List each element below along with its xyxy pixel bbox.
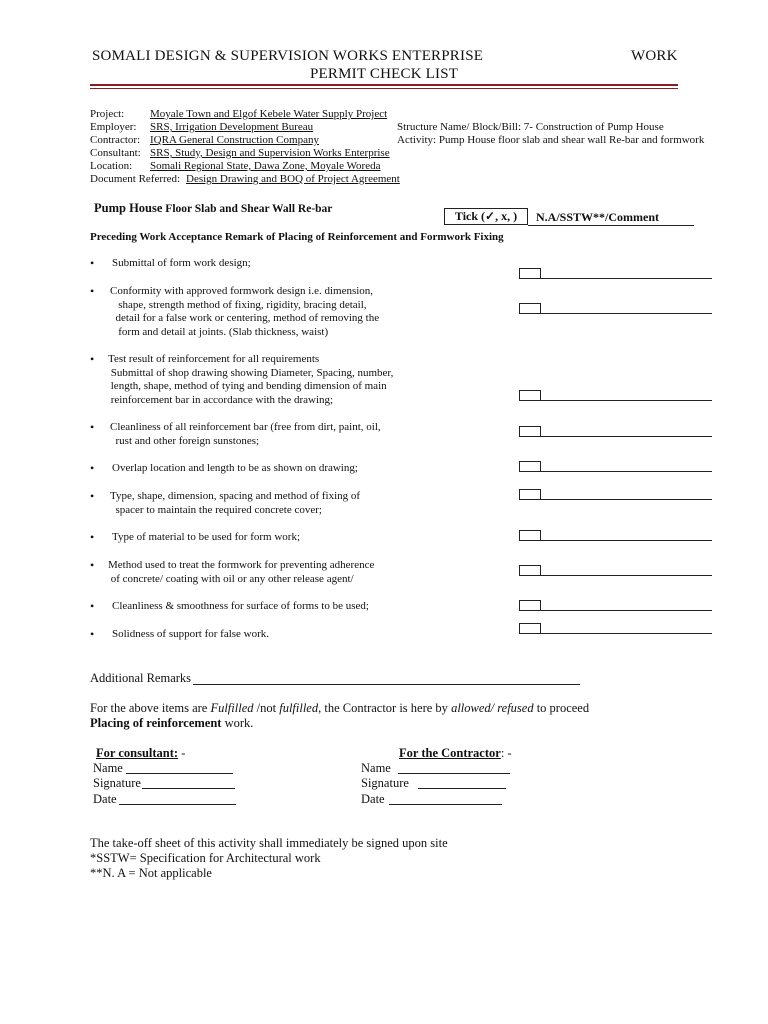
fulfilment-statement: For the above items are Fulfilled /not fulfilled, the Contractor is here by allowed/ refused to proceed (90, 701, 590, 715)
checklist-item-formwork-design: Submittal of form work design; (112, 257, 251, 269)
consultant-name-label: Name (93, 761, 123, 775)
bullet: • (90, 461, 95, 475)
tick-box[interactable] (519, 461, 541, 472)
location-label: Location: (90, 160, 133, 172)
contractor-signature-label: Signature (361, 776, 409, 790)
comment-line[interactable] (541, 610, 712, 611)
contractor-signature-field[interactable] (418, 788, 506, 789)
tick-box[interactable] (519, 600, 541, 611)
tick-box[interactable] (519, 268, 541, 279)
bullet: • (90, 627, 95, 641)
contractor-date-field[interactable] (389, 804, 502, 805)
placing-statement: Placing of reinforcement work. (90, 716, 254, 730)
document-label: Document Referred: (90, 173, 181, 185)
sstw-note: *SSTW= Specification for Architectural work (90, 851, 321, 865)
consultant-date-field[interactable] (119, 804, 236, 805)
consultant-signature-field[interactable] (142, 788, 235, 789)
comment-line[interactable] (541, 400, 712, 401)
consultant-name-field[interactable] (126, 773, 233, 774)
checklist-item-conformity: Conformity with approved formwork design i.e. dimension, shape, strength method of fixing, rigidity, bracing detail, detail for a false work or centering, method of removing the form and detail at joints. (Slab thickness, waist) (110, 285, 380, 338)
bullet: • (90, 558, 95, 572)
comment-line[interactable] (541, 499, 712, 500)
comment-line[interactable] (541, 313, 712, 314)
contractor-name-label: Name (361, 761, 391, 775)
checklist-item-spacer: Type, shape, dimension, spacing and method of fixing of spacer to maintain the required concrete cover; (110, 490, 361, 516)
checklist-item-smoothness: Cleanliness & smoothness for surface of forms to be used; (112, 600, 369, 612)
consultant-label: Consultant: (90, 147, 141, 159)
takeoff-note: The take-off sheet of this activity shall immediately be signed upon site (90, 836, 448, 850)
contractor-name-field[interactable] (398, 773, 510, 774)
comment-header: N.A/SSTW**/Comment (536, 210, 660, 224)
tick-box[interactable] (519, 623, 541, 634)
checklist-title: PERMIT CHECK LIST (310, 66, 459, 82)
contractor-signature-title: For the Contractor: - (399, 746, 512, 760)
header-rule-top (90, 84, 678, 86)
tick-box[interactable] (519, 426, 541, 437)
activity: Activity: Pump House floor slab and shear wall Re-bar and formwork (397, 134, 705, 146)
contractor-label: Contractor: (90, 134, 141, 146)
bullet: • (90, 599, 95, 613)
checklist-item-treatment: Method used to treat the formwork for preventing adherence of concrete/ coating with oil or any other release agent/ (108, 559, 375, 585)
bullet: • (90, 489, 95, 503)
comment-line[interactable] (541, 278, 712, 279)
consultant-value: SRS, Study, Design and Supervision Works Enterprise (150, 147, 390, 159)
additional-remarks-label: Additional Remarks (90, 671, 192, 685)
checklist-item-material: Type of material to be used for form work; (112, 531, 301, 543)
header-rule-bottom (90, 88, 678, 89)
checklist-item-false-work: Solidness of support for false work. (112, 628, 270, 640)
organization-title: SOMALI DESIGN & SUPERVISION WORKS ENTERPRISE (92, 48, 484, 64)
consultant-signature-label: Signature (93, 776, 141, 790)
preceding-work-heading: Preceding Work Acceptance Remark of Placing of Reinforcement and Formwork Fixing (90, 231, 504, 243)
bullet: • (90, 352, 95, 366)
checklist-item-cleanliness-bar: Cleanliness of all reinforcement bar (free from dirt, paint, oil, rust and other foreign sunstones; (110, 421, 381, 447)
bullet: • (90, 420, 95, 434)
tick-box[interactable] (519, 565, 541, 576)
employer-label: Employer: (90, 121, 137, 133)
bullet: • (90, 530, 95, 544)
structure-name: Structure Name/ Block/Bill: 7- Construction of Pump House (397, 121, 664, 133)
tick-header: Tick (✓, x, ) (444, 208, 528, 225)
na-note: **N. A = Not applicable (90, 866, 212, 880)
comment-line[interactable] (541, 633, 712, 634)
consultant-signature-title: For consultant: - (96, 746, 186, 760)
tick-box[interactable] (519, 530, 541, 541)
employer-value: SRS, Irrigation Development Bureau (150, 121, 314, 133)
project-label: Project: (90, 108, 125, 120)
comment-line[interactable] (541, 540, 712, 541)
comment-header-line (528, 225, 694, 226)
document-value: Design Drawing and BOQ of Project Agreement (186, 173, 400, 185)
consultant-date-label: Date (93, 792, 117, 806)
location-value: Somali Regional State, Dawa Zone, Moyale Woreda (150, 160, 381, 172)
tick-box[interactable] (519, 489, 541, 500)
section-title: Pump House Floor Slab and Shear Wall Re-bar (94, 201, 333, 215)
additional-remarks-line[interactable] (193, 684, 580, 685)
bullet: • (90, 284, 95, 298)
contractor-value: IQRA General Construction Company (150, 134, 319, 146)
comment-line[interactable] (541, 436, 712, 437)
work-label: WORK (631, 48, 678, 64)
project-value: Moyale Town and Elgof Kebele Water Supply Project (150, 108, 388, 120)
comment-line[interactable] (541, 471, 712, 472)
comment-line[interactable] (541, 575, 712, 576)
tick-box[interactable] (519, 303, 541, 314)
bullet: • (90, 256, 95, 270)
contractor-date-label: Date (361, 792, 385, 806)
checklist-item-test-result: Test result of reinforcement for all requirements Submittal of shop drawing showing Diameter, Spacing, number, length, shape, method of tying and bending dimension of main reinforcement bar in accordance with the drawing; (108, 353, 394, 406)
tick-box[interactable] (519, 390, 541, 401)
checklist-item-overlap: Overlap location and length to be as shown on drawing; (112, 462, 358, 474)
